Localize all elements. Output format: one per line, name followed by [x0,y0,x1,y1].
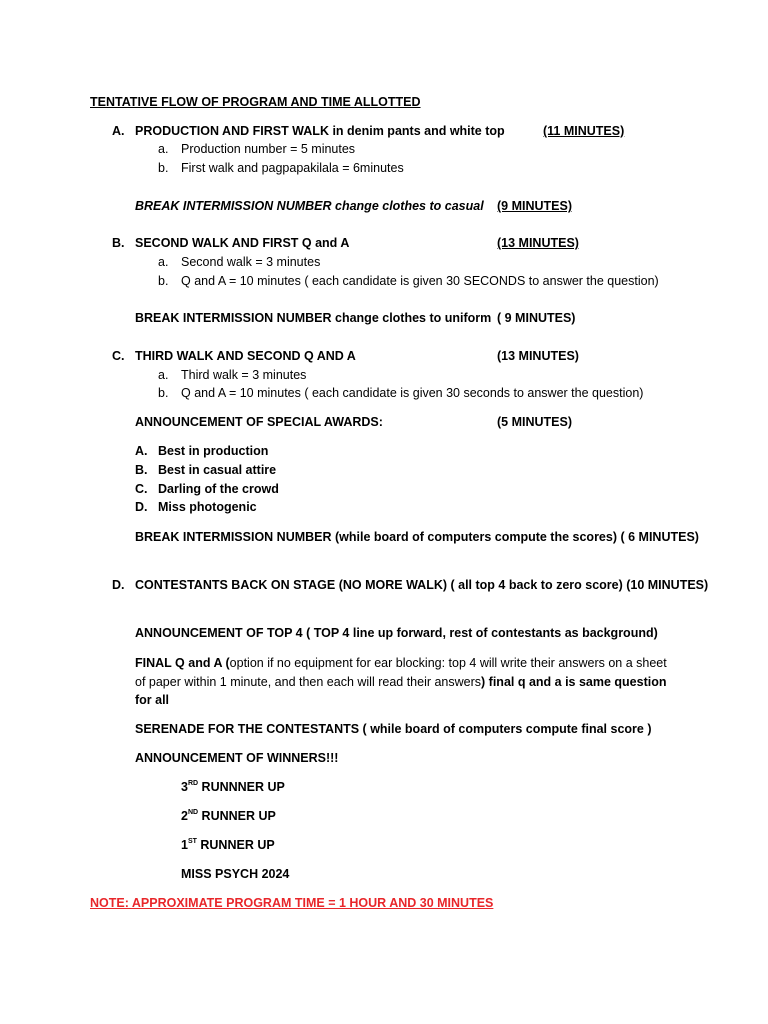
break-2-label: BREAK INTERMISSION NUMBER change clothes to uniform [135,311,492,325]
winners-label: ANNOUNCEMENT OF WINNERS!!! [135,751,339,765]
section-b-item-marker: b. [158,274,169,288]
break-1-time: (9 MINUTES) [497,199,572,213]
place-number: 3 [181,780,188,794]
award-marker: B. [135,463,148,477]
page-title: TENTATIVE FLOW OF PROGRAM AND TIME ALLOTTED [90,95,421,109]
section-d-heading: CONTESTANTS BACK ON STAGE (NO MORE WALK) ( all top 4 back to zero score) (10 MINUTES) [135,578,709,592]
place-suffix: RD [187,780,199,787]
section-b-item: Q and A = 10 minutes ( each candidate is given 30 SECONDS to answer the question) [181,274,659,288]
section-c-item: Q and A = 10 minutes ( each candidate is given 30 seconds to answer the question) [181,386,644,400]
award-item: Best in production [158,444,269,458]
runner-up-2 [181,808,276,824]
section-a-item-marker: a. [158,142,169,156]
top4-announcement: ANNOUNCEMENT OF TOP 4 ( TOP 4 line up forward, rest of contestants as background) [135,626,658,640]
final-qa-option: option if no equipment for ear blocking: top 4 will write their answers on a sheet of paper within 1 minute, and then each will read their answers [135,656,667,689]
serenade-line: SERENADE FOR THE CONTESTANTS ( while board of computers compute final score ) [135,722,652,736]
break-2-time: ( 9 MINUTES) [497,311,576,325]
section-a-letter: A. [112,124,125,138]
place-number: 2 [181,809,188,823]
section-d-letter: D. [112,578,125,592]
final-qa-tail: ) final q and a is same question for all [135,674,667,707]
runner-up-3 [181,779,285,795]
section-c-item-marker: b. [158,386,169,400]
award-item: Best in casual attire [158,463,277,477]
section-a-item-marker: b. [158,161,169,175]
section-a-item: First walk and pagpapakilala = 6minutes [181,161,404,175]
section-b-time: (13 MINUTES) [497,236,579,250]
break-1-label: BREAK INTERMISSION NUMBER change clothes to casual [135,199,484,213]
program-time-note: NOTE: APPROXIMATE PROGRAM TIME = 1 HOUR AND 30 MINUTES [90,896,494,910]
place-suffix: ST [187,838,197,845]
final-qa-lead: FINAL Q and A ( [135,656,230,670]
section-b-item: Second walk = 3 minutes [181,255,321,269]
grand-winner: MISS PSYCH 2024 [181,867,290,881]
award-marker: A. [135,444,148,458]
special-awards-label: ANNOUNCEMENT OF SPECIAL AWARDS: [135,415,383,429]
break-3-label: BREAK INTERMISSION NUMBER (while board of computers compute the scores) ( 6 MINUTES) [135,530,699,544]
section-c-time: (13 MINUTES) [497,349,579,363]
section-b-heading: SECOND WALK AND FIRST Q and A [135,236,350,250]
runner-up-1 [181,837,275,853]
section-c-item: Third walk = 3 minutes [181,368,307,382]
special-awards-time: (5 MINUTES) [497,415,572,429]
award-item: Darling of the crowd [158,482,279,496]
final-qa-paragraph [135,654,680,710]
place-label: RUNNER UP [196,838,275,852]
section-b-letter: B. [112,236,125,250]
section-c-heading: THIRD WALK AND SECOND Q AND A [135,349,356,363]
place-suffix: ND [187,809,199,816]
section-c-item-marker: a. [158,368,169,382]
section-b-item-marker: a. [158,255,169,269]
section-a-item: Production number = 5 minutes [181,142,356,156]
award-marker: C. [135,482,148,496]
section-c-letter: C. [112,349,125,363]
award-item: Miss photogenic [158,500,257,514]
award-marker: D. [135,500,148,514]
place-number: 1 [181,838,188,852]
place-label: RUNNER UP [198,809,276,823]
place-label: RUNNNER UP [198,780,285,794]
section-a-heading: PRODUCTION AND FIRST WALK in denim pants and white top [135,124,505,138]
section-a-time: (11 MINUTES) [543,124,625,138]
